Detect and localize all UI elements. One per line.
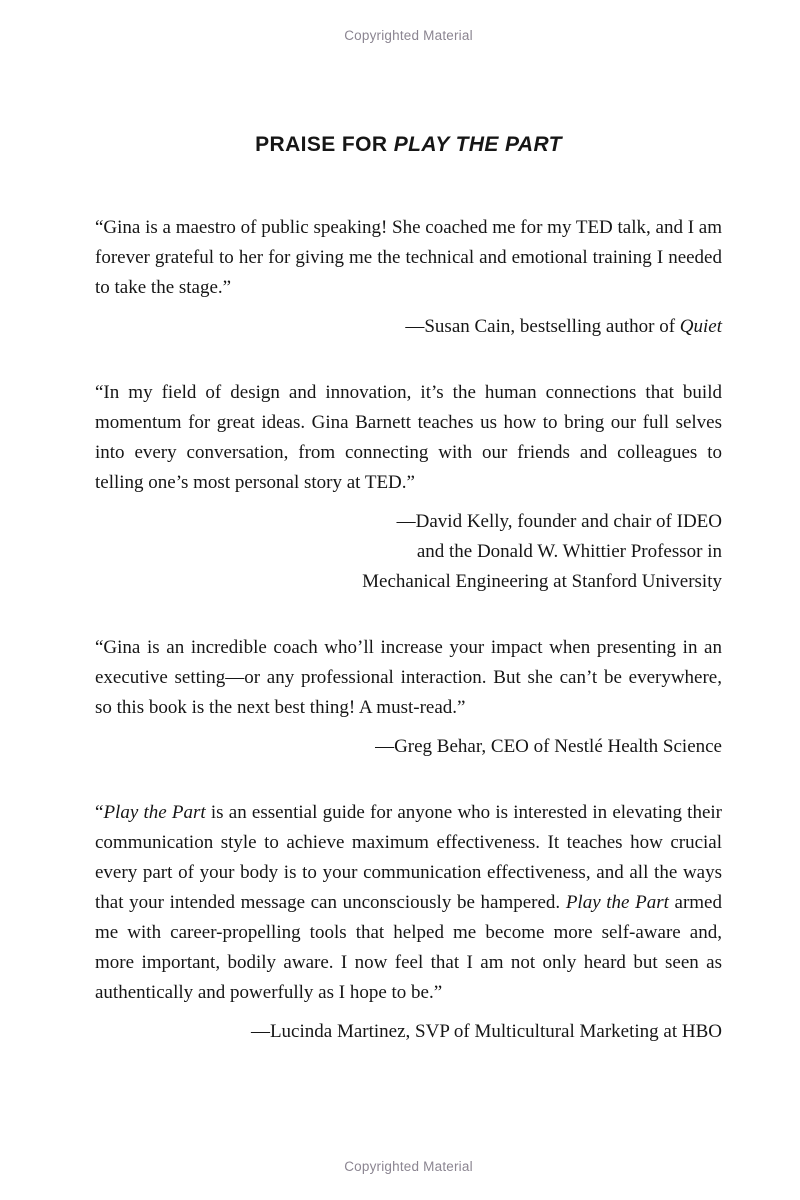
attribution-line — [95, 567, 722, 597]
attribution-line — [95, 312, 722, 342]
copyright-notice-top: Copyrighted Material — [344, 28, 473, 43]
text-segment: —Greg Behar, CEO of Nestlé Health Science — [375, 736, 722, 757]
text-segment: is an essential guide for anyone who is interested in elevating their communication style to achieve maximum effectiveness. It teaches how crucial every part of your body is to your communication effectiveness, and all the ways that your intended message can unconsciously be hampered. — [95, 802, 723, 913]
copyright-notice-bottom: Copyrighted Material — [344, 1159, 473, 1174]
text-segment: —David Kelly, founder and chair of IDEO — [396, 511, 722, 532]
quote-attribution — [95, 312, 722, 342]
text-segment: Quiet — [679, 316, 722, 337]
quote-text — [95, 798, 722, 1008]
praise-quotes-list — [95, 213, 722, 1047]
page-title-prefix: PRAISE FOR — [255, 133, 394, 156]
book-title: PLAY THE PART — [393, 133, 562, 156]
text-segment: —Susan Cain, bestselling author of — [405, 316, 680, 337]
text-segment: and the Donald W. Whittier Professor in — [416, 541, 722, 562]
text-segment: Play the Part — [103, 802, 206, 823]
attribution-line — [95, 1017, 722, 1047]
text-segment: “Gina is a maestro of public speaking! She coached me for my TED talk, and I am forever grateful to her for giving me the technical and emotional training I needed to take the stage.” — [95, 217, 722, 298]
quote-text — [95, 633, 722, 723]
text-segment: “ — [95, 802, 104, 823]
praise-quote — [95, 633, 722, 762]
quote-attribution — [95, 1017, 722, 1047]
text-segment: Play the Part — [565, 892, 669, 913]
praise-quote — [95, 213, 722, 342]
attribution-line — [95, 537, 722, 567]
text-segment: —Lucinda Martinez, SVP of Multicultural Marketing at HBO — [250, 1021, 722, 1042]
quote-attribution — [95, 507, 722, 597]
quote-text — [95, 378, 722, 498]
text-segment: “Gina is an incredible coach who’ll increase your impact when presenting in an executive setting—or any professional interaction. But she can’t be everywhere, so this book is the next best thing! A must-read.” — [95, 637, 722, 718]
quote-attribution — [95, 732, 722, 762]
text-segment: armed me with career-propelling tools that helped me become more self-aware and, more important, bodily aware. I now feel that I am not only heard but seen as authentically and powerfully as I hope to be.” — [95, 892, 722, 1003]
quote-text — [95, 213, 722, 303]
attribution-line — [95, 732, 722, 762]
page-title — [95, 133, 722, 157]
praise-quote — [95, 378, 722, 597]
text-segment: “In my field of design and innovation, it’s the human connections that build momentum for great ideas. Gina Barnett teaches us how to bring our full selves into every conversation, from connecting with our friends and colleagues to telling one’s most personal story at TED.” — [95, 382, 722, 493]
attribution-line — [95, 507, 722, 537]
praise-quote — [95, 798, 722, 1047]
text-segment: Mechanical Engineering at Stanford University — [362, 571, 722, 592]
